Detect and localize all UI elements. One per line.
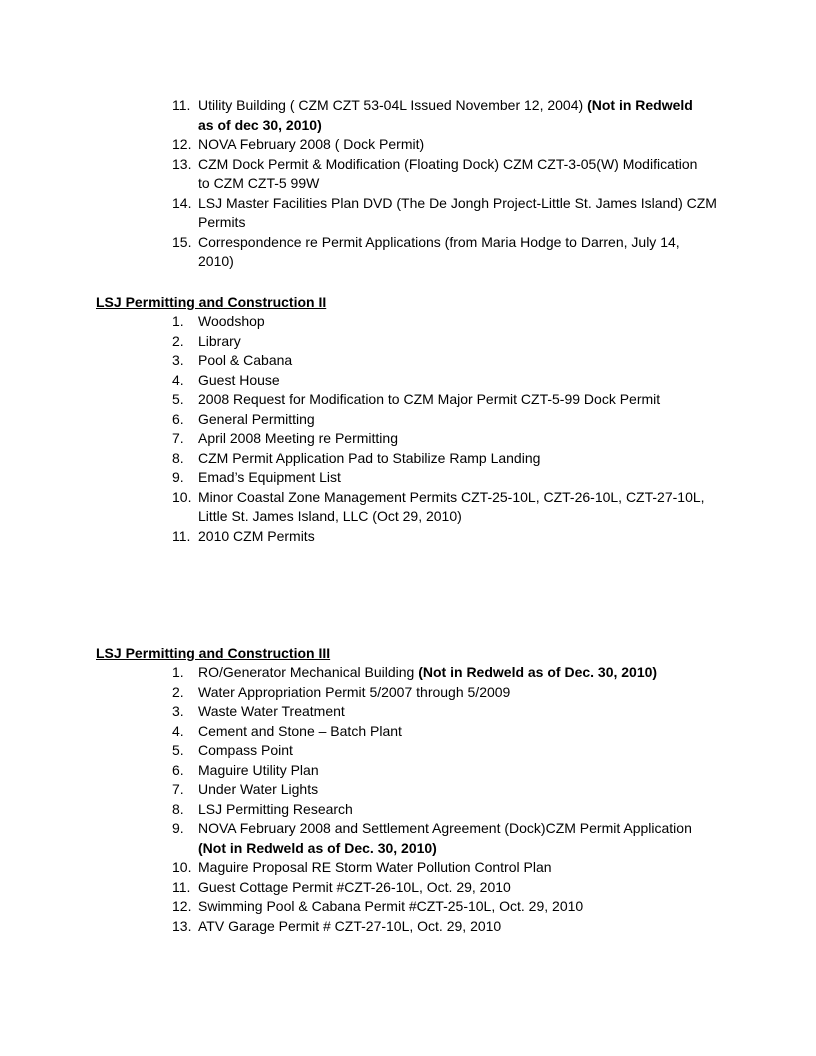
list-item (96, 390, 718, 410)
list-item-text (198, 429, 718, 449)
list-item-text (198, 96, 718, 116)
list-item-text (198, 488, 718, 508)
list-item-number: 7. (172, 430, 184, 446)
list-item-text (198, 819, 718, 839)
list-item-text-line: Emad’s Equipment List (198, 469, 341, 485)
list-item-number: 12. (172, 898, 192, 914)
list-item-text (198, 468, 718, 488)
list-item-text-continued (198, 252, 718, 272)
list-item-text (198, 761, 718, 781)
list-item-number: 8. (172, 449, 184, 466)
list-item-number: 1. (172, 664, 184, 680)
list-item-text (198, 702, 718, 722)
section-continued-list (96, 96, 736, 272)
list-item-text (198, 858, 718, 878)
list-item-text-continued (198, 174, 718, 194)
list-item-text-line: Guest House (198, 371, 280, 388)
permit-list-ii (96, 312, 736, 546)
list-item-number: 7. (172, 781, 184, 797)
list-item-text (198, 683, 718, 703)
list-item-text-continued (198, 213, 718, 233)
list-item-text-line: NOVA February 2008 and Settlement Agreement (Dock)CZM Permit Application (198, 820, 692, 836)
list-item-text-line: Waste Water Treatment (198, 703, 345, 719)
list-item-text (198, 527, 718, 547)
list-item (96, 722, 718, 742)
list-item-text-line: Maguire Utility Plan (198, 761, 319, 778)
list-item-text-continued (198, 116, 718, 136)
list-item-number: 9. (172, 469, 184, 485)
list-item (96, 312, 718, 332)
list-item (96, 819, 718, 858)
list-item-text-continued (198, 839, 718, 859)
list-item (96, 761, 718, 781)
list-item-text-line: April 2008 Meeting re Permitting (198, 430, 398, 446)
list-item-number: 9. (172, 820, 184, 836)
list-item-text (198, 897, 718, 917)
list-item-text (198, 332, 718, 352)
list-item-text-line: General Permitting (198, 410, 315, 427)
section-construction-iii (96, 643, 736, 936)
list-item-text (198, 233, 718, 253)
list-item-text-line: Compass Point (198, 742, 293, 758)
list-item-text-line: 2010) (198, 253, 234, 269)
list-item-number: 14. (172, 194, 192, 211)
list-item (96, 468, 718, 488)
list-item-text-line: Water Appropriation Permit 5/2007 through 5/2009 (198, 683, 511, 700)
list-item (96, 702, 718, 722)
list-item (96, 371, 718, 391)
list-item-text (198, 351, 718, 371)
list-item-number: 8. (172, 800, 184, 817)
list-item-text-line: Pool & Cabana (198, 352, 293, 368)
section-heading: LSJ Permitting and Construction III (96, 645, 331, 661)
list-item-text (198, 410, 718, 430)
list-item (96, 917, 718, 937)
list-item-text (198, 449, 718, 469)
list-item-text (198, 663, 718, 683)
list-item-number: 13. (172, 155, 192, 172)
list-item-number: 15. (172, 233, 192, 250)
list-item-text-line: Woodshop (198, 313, 265, 329)
list-item-number: 3. (172, 703, 184, 719)
list-item (96, 449, 718, 469)
list-item (96, 683, 718, 703)
list-item (96, 527, 718, 547)
permit-list-iii (96, 663, 736, 936)
list-item (96, 194, 718, 233)
redweld-status-note: as of dec 30, 2010) (198, 116, 322, 133)
section-construction-ii (96, 292, 736, 546)
list-item-number: 5. (172, 391, 184, 407)
list-item (96, 780, 718, 800)
list-item-text (198, 741, 718, 761)
list-item-text (198, 194, 718, 214)
list-item-text-line: Permits (198, 214, 246, 230)
list-item (96, 410, 718, 430)
list-item-text-line: 2010 CZM Permits (198, 527, 315, 544)
list-item-number: 12. (172, 136, 192, 152)
permit-list-continued (96, 96, 736, 272)
list-item-text (198, 390, 718, 410)
list-item-number: 11. (172, 878, 191, 895)
list-item-number: 10. (172, 859, 192, 875)
list-item-text-line: 2008 Request for Modification to CZM Major Permit CZT-5-99 Dock Permit (198, 391, 661, 407)
list-item-text (198, 722, 718, 742)
list-item-text-line: Correspondence re Permit Applications (from Maria Hodge to Darren, July 14, (198, 233, 680, 250)
section-heading: LSJ Permitting and Construction II (96, 294, 327, 310)
list-item-text-line: LSJ Master Facilities Plan DVD (The De Jongh Project-Little St. James Island) CZM (198, 194, 717, 211)
list-item-number: 10. (172, 488, 192, 505)
list-item-number: 1. (172, 313, 184, 329)
list-item-text (198, 312, 718, 332)
list-item-text-line: Library (198, 332, 241, 349)
list-item-text-line: Little St. James Island, LLC (Oct 29, 2010) (198, 508, 462, 524)
list-item (96, 741, 718, 761)
list-item (96, 96, 718, 135)
list-item-number: 11. (172, 527, 191, 544)
list-item-number: 6. (172, 761, 184, 778)
list-item (96, 663, 718, 683)
list-item-text (198, 800, 718, 820)
redweld-status-note: (Not in Redweld as of Dec. 30, 2010) (418, 664, 658, 680)
list-item (96, 878, 718, 898)
list-item (96, 233, 718, 272)
list-item (96, 429, 718, 449)
list-item (96, 858, 718, 878)
list-item-number: 13. (172, 917, 192, 934)
list-item (96, 488, 718, 527)
list-item (96, 351, 718, 371)
list-item (96, 155, 718, 194)
list-item-text-line: CZM Dock Permit & Modification (Floating Dock) CZM CZT-3-05(W) Modification (198, 155, 698, 172)
list-item (96, 897, 718, 917)
list-item-text (198, 155, 718, 175)
redweld-status-note: (Not in Redweld (587, 97, 693, 113)
list-item-text-line: Utility Building ( CZM CZT 53-04L Issued November 12, 2004) (198, 97, 584, 113)
list-item-text (198, 780, 718, 800)
list-item-text-line: CZM Permit Application Pad to Stabilize Ramp Landing (198, 449, 541, 466)
list-item-text (198, 371, 718, 391)
list-item-number: 2. (172, 683, 184, 700)
list-item-text-line: NOVA February 2008 ( Dock Permit) (198, 136, 425, 152)
list-item-text-line: Minor Coastal Zone Management Permits CZT-25-10L, CZT-26-10L, CZT-27-10L, (198, 488, 705, 505)
list-item-text (198, 135, 718, 155)
list-item-number: 5. (172, 742, 184, 758)
list-item-text-line: Guest Cottage Permit #CZT-26-10L, Oct. 29, 2010 (198, 878, 511, 895)
list-item-text-line: Maguire Proposal RE Storm Water Pollution Control Plan (198, 859, 552, 875)
list-item-text-line: ATV Garage Permit # CZT-27-10L, Oct. 29, 2010 (198, 917, 502, 934)
redweld-status-note: (Not in Redweld as of Dec. 30, 2010) (198, 839, 437, 856)
list-item-number: 6. (172, 410, 184, 427)
list-item-number: 4. (172, 722, 184, 739)
list-item-text-line: to CZM CZT-5 99W (198, 175, 320, 191)
list-item-text-line: Under Water Lights (198, 781, 319, 797)
list-item-text-line: Swimming Pool & Cabana Permit #CZT-25-10L, Oct. 29, 2010 (198, 898, 584, 914)
list-item (96, 135, 718, 155)
list-item (96, 332, 718, 352)
list-item-number: 11. (172, 97, 191, 113)
list-item-number: 3. (172, 352, 184, 368)
list-item-text (198, 917, 718, 937)
list-item-text-continued (198, 507, 718, 527)
list-item-text-line: LSJ Permitting Research (198, 800, 353, 817)
list-item (96, 800, 718, 820)
list-item-text (198, 878, 718, 898)
list-item-number: 2. (172, 332, 184, 349)
list-item-number: 4. (172, 371, 184, 388)
list-item-text-line: Cement and Stone – Batch Plant (198, 722, 402, 739)
list-item-text-line: RO/Generator Mechanical Building (198, 664, 415, 680)
